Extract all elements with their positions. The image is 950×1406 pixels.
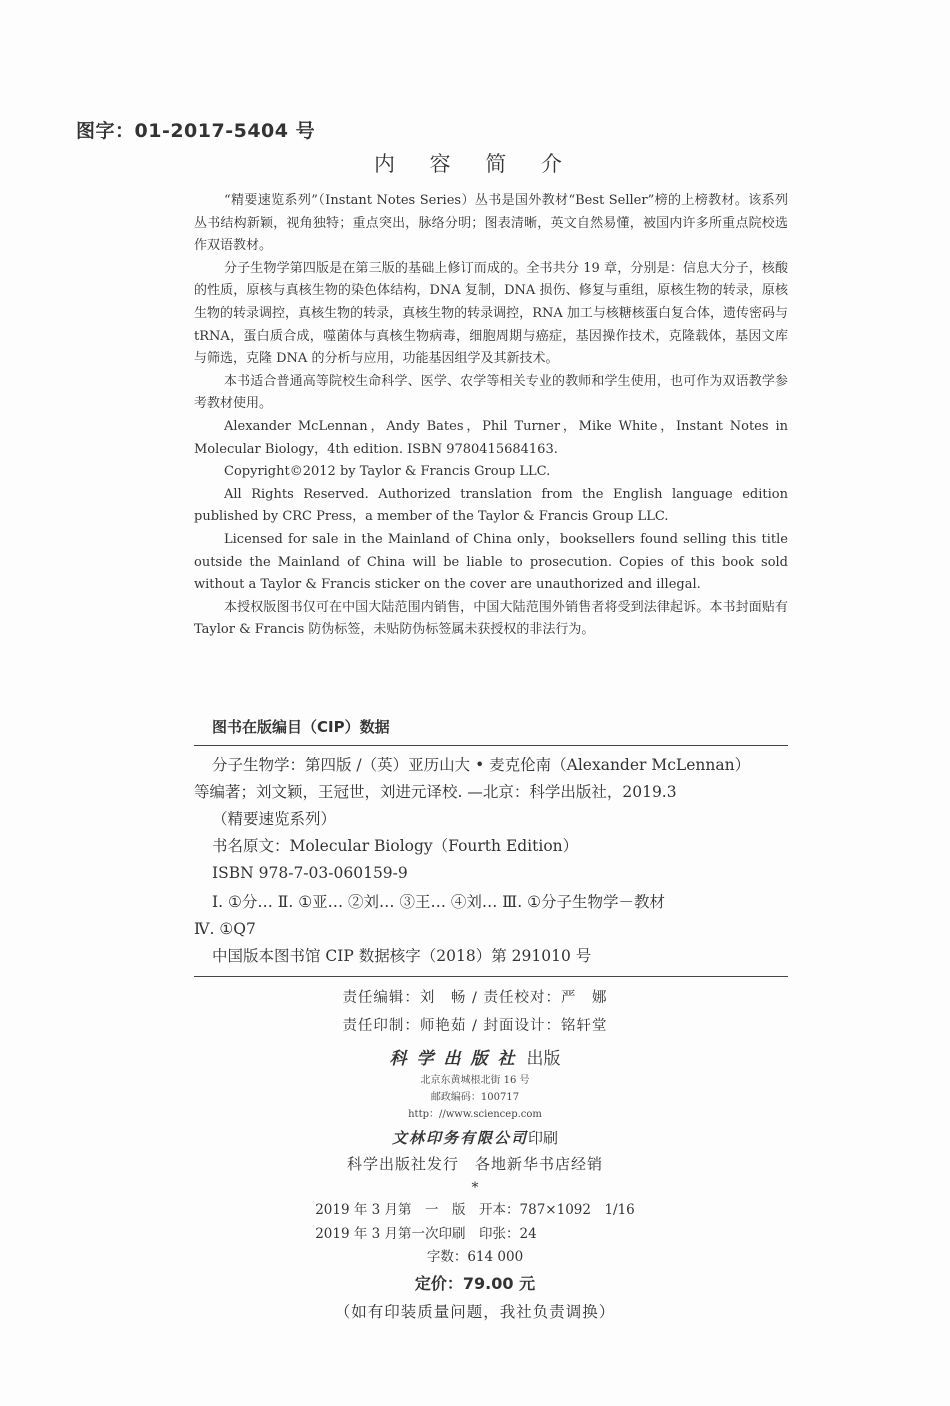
cip-title-line: 分子生物学：第四版 /（英）亚历山大 • 麦克伦南（Alexander McLennan）: [212, 756, 751, 774]
printer-suffix: 印刷: [528, 1129, 559, 1147]
publisher-logo: 科学出版社: [389, 1049, 525, 1069]
cip-classification: Ⅰ. ①分… Ⅱ. ①亚… ②刘… ③王… ④刘… Ⅲ. ①分子生物学－教材: [212, 893, 665, 911]
publisher-line: [0, 1046, 950, 1072]
printing-line: 2019 年 3 月第一次印刷 印张：24: [315, 1225, 537, 1242]
publishing-credits: [0, 984, 950, 1327]
summary-paragraph: 分子生物学第四版是在第三版的基础上修订而成的。全书共分 19 章，分别是：信息大分子，核酸的性质，原核与真核生物的染色体结构，DNA 复制，DNA 损伤、修复与重组，原核生物的转录，原核生物的转录调控，真核生物的转录，真核生物的转录调控，RNA 加工与核糖核蛋白复合体，遗传密码与 tRNA，蛋白质合成，噬菌体与真核生物病毒，细胞周期与癌症，基因操作技术，克隆载体，基因文库与筛选，克隆 DNA 的分析与应用，功能基因组学及其新技术。: [194, 260, 788, 367]
editor-credits: 责任编辑：刘 畅 / 责任校对：严 娜: [342, 990, 608, 1006]
summary-paragraph: All Rights Reserved. Authorized translation from the English language edition published by CRC Press，a member of the Taylor & Francis Group LLC.: [194, 486, 788, 525]
cip-authors-line: 等编著；刘文颖，王冠世，刘进元译校. —北京：科学出版社，2019.3: [194, 783, 677, 801]
production-credits: 责任印制：师艳茹 / 封面设计：铭轩堂: [342, 1018, 608, 1034]
distribution-line: 科学出版社发行 各地新华书店经销: [346, 1155, 603, 1173]
publisher-postcode: 邮政编码：100717: [430, 1092, 520, 1103]
separator-star: *: [471, 1180, 479, 1196]
summary-paragraph: 本书适合普通高等院校生命科学、医学、农学等相关专业的教师和学生使用，也可作为双语教学参考教材使用。: [194, 373, 788, 412]
summary-paragraph: 本授权版图书仅可在中国大陆范围内销售，中国大陆范围外销售者将受到法律起诉。本书封面贴有 Taylor & Francis 防伪标签，未贴防伪标签属未获授权的非法行为。: [194, 599, 788, 638]
edition-line: 2019 年 3 月第 一 版 开本：787×1092 1/16: [315, 1202, 635, 1218]
summary-title: 内 容 简 介: [373, 152, 577, 176]
cip-heading: 图书在版编目（CIP）数据: [212, 718, 390, 736]
cip-data-block: [194, 716, 788, 977]
cip-classification-continued: Ⅳ. ①Q7: [194, 920, 256, 938]
summary-paragraph: “精要速览系列”（Instant Notes Series）丛书是国外教材“Best Seller”榜的上榜教材。该系列丛书结构新颖，视角独特；重点突出，脉络分明；图表清晰，英文自然易懂，被国内许多所重点院校选作双语教材。: [194, 193, 788, 254]
summary-paragraph: Copyright©2012 by Taylor & Francis Group LLC.: [224, 464, 551, 480]
summary-text: [194, 190, 788, 642]
summary-paragraph: Alexander McLennan，Andy Bates，Phil Turner，Mike White，Instant Notes in Molecular Biology，4th edition. ISBN 9780415684163.: [194, 418, 788, 457]
printer-line: [0, 1125, 950, 1151]
cip-series: （精要速览系列）: [212, 810, 337, 828]
cip-bottom-rule: [194, 976, 788, 977]
printer-logo: 文林印务有限公司: [391, 1129, 528, 1147]
price: 定价：79.00 元: [414, 1273, 536, 1293]
publisher-suffix: 出版: [526, 1049, 561, 1069]
cip-record-number: 中国版本图书馆 CIP 数据核字（2018）第 291010 号: [212, 947, 592, 965]
cip-original-title: 书名原文：Molecular Biology（Fourth Edition）: [212, 837, 579, 855]
publisher-website: http：//www.sciencep.com: [408, 1109, 542, 1120]
cip-body: [194, 746, 788, 976]
quality-notice: （如有印装质量问题，我社负责调换）: [334, 1302, 616, 1321]
copyright-registration-number: 图字：01-2017-5404 号: [76, 120, 316, 142]
publisher-address: 北京东黄城根北街 16 号: [420, 1075, 530, 1086]
cip-isbn: ISBN 978-7-03-060159-9: [212, 864, 408, 882]
summary-paragraph: Licensed for sale in the Mainland of China only，booksellers found selling this title outside the Mainland of China will be liable to prosecution. Copies of this book sold without a Taylor & Francis sticker on the cover are unauthorized and illegal.: [194, 531, 788, 593]
edition-specs: [315, 1199, 635, 1246]
word-count: 字数：614 000: [426, 1249, 524, 1265]
